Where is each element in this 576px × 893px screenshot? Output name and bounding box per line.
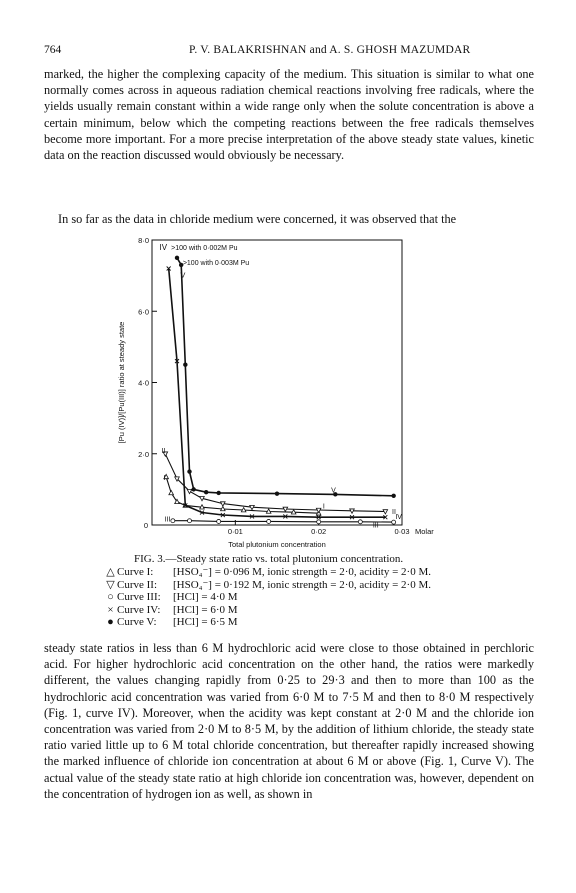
annotation-curve-v: V xyxy=(180,270,186,280)
caption-row xyxy=(104,566,524,578)
figure-caption xyxy=(104,553,524,628)
data-point-III xyxy=(358,520,362,524)
paragraph-intro: marked, the higher the complexing capacity of the medium. This situation is similar to what one normally comes across in aqueous radiation chemical reactions involving free radicals, where the yields usually remain constant within a wide range only when the solute concentration is above a certain minimum, below which the competing reactions between the free radicals themselves become more important. For a more precise interpretation of the above steady state values, kinetic data on the reaction discussed would obviously be necessary. xyxy=(44,67,534,163)
plot-frame xyxy=(152,240,402,525)
paragraph-results: steady state ratios in less than 6 M hydrochloric acid were close to those obtained in perchloric acid. For higher hydrochloric acid concentration on the other hand, the ratios were markedly different, the values changing rapidly from 0·25 to 29·3 and then to more than 100 as the hydrochloric acid concentration was varied from 6·0 M to 7·5 M and then to 8·0 M respectively (Fig. 1, curve IV). Moreover, when the acidity was kept constant at 2·0 M and the chloride ion concentration was varied from 2·0 M to 8·5 M, by the addition of lithium chloride, the steady state ratio varied little up to 6 M total chloride concentration, but thereafter rapidly increased showing the marked influence of chloride ion concentration at about 6 M or above (Fig. 1, Curve V). The actual value of the steady state ratio at high chloride ion concentration was, however, dependent on the concentration of hydrogen ion as well, as shown in xyxy=(44,641,534,801)
caption-marker-icon: ▽ xyxy=(106,578,115,591)
caption-legend xyxy=(104,566,524,628)
figure-3-chart xyxy=(110,232,450,550)
series-line-II xyxy=(165,454,385,512)
curve-start-label-I: I xyxy=(163,474,166,482)
x-tick-label: 0·01 xyxy=(227,527,243,536)
caption-marker-icon: × xyxy=(107,603,114,616)
x-unit-label: Molar xyxy=(415,527,434,536)
caption-curve-text: [HSO₄⁻] = 0·192 M, ionic strength = 2·0, acidity = 2·0 M. xyxy=(173,578,432,591)
page-number: 764 xyxy=(44,44,62,56)
curve-start-label-III: III xyxy=(164,516,171,524)
series-line-V xyxy=(177,258,394,496)
data-point-V xyxy=(183,362,187,366)
data-point-V xyxy=(275,491,279,495)
chart-svg xyxy=(110,232,450,550)
curve-end-label-V: V xyxy=(331,487,336,495)
y-tick-label: 6·0 xyxy=(138,307,149,317)
caption-row xyxy=(104,604,524,616)
data-point-III xyxy=(267,519,271,523)
caption-curve-text: [HSO₄⁻] = 0·096 M, ionic strength = 2·0, acidity = 2·0 M. xyxy=(173,566,432,579)
x-tick-label: 0·03 xyxy=(394,527,410,536)
data-point-III xyxy=(171,519,175,523)
x-axis-label: Total plutonium concentration xyxy=(228,540,326,549)
curve-start-label-II: II xyxy=(161,448,166,456)
y-axis-label: [Pu (IV)]/[Pu(III)] ratio at steady state xyxy=(117,321,126,444)
data-point-V xyxy=(204,490,208,494)
data-point-V xyxy=(187,469,191,473)
y-tick-label: 8·0 xyxy=(138,236,149,245)
curve-end-label-I: I xyxy=(322,503,325,511)
origin-label: 0 xyxy=(143,521,148,530)
caption-marker-icon: ● xyxy=(107,616,114,629)
annotation-curve-iv: IV xyxy=(159,242,168,252)
y-tick-label: 4·0 xyxy=(138,378,149,388)
data-point-V xyxy=(216,491,220,495)
data-point-V xyxy=(175,256,179,260)
caption-title: FIG. 3.—Steady state ratio vs. total plutonium concentration. xyxy=(134,553,404,565)
caption-curve-text: [HCl] = 6·0 M xyxy=(173,603,238,616)
caption-marker-icon: △ xyxy=(106,566,115,579)
page-header xyxy=(44,44,534,60)
caption-row xyxy=(104,591,524,603)
caption-curve-label: Curve IV: xyxy=(117,603,161,616)
curve-end-label-II: II xyxy=(392,508,396,516)
series-line-IV xyxy=(169,269,386,518)
caption-curve-label: Curve I: xyxy=(117,566,154,579)
curve-end-label-III: III xyxy=(372,522,379,530)
data-point-V xyxy=(391,494,395,498)
data-point-III xyxy=(317,520,321,524)
caption-curve-label: Curve V: xyxy=(117,616,157,629)
x-tick-label: 0·02 xyxy=(311,527,327,536)
annotation-v-note: >100 with 0·003M Pu xyxy=(182,259,250,267)
caption-curve-label: Curve III: xyxy=(117,591,161,604)
caption-row xyxy=(104,579,524,591)
data-point-V xyxy=(191,487,195,491)
data-point-I xyxy=(169,490,174,494)
curve-end-label-IV: IV xyxy=(395,514,402,522)
running-title: P. V. BALAKRISHNAN and A. S. GHOSH MAZUMDAR xyxy=(189,44,471,56)
annotation-iv-note: >100 with 0·002M Pu xyxy=(171,244,238,252)
caption-curve-text: [HCl] = 4·0 M xyxy=(173,591,238,604)
data-point-III xyxy=(188,519,192,523)
caption-marker-icon: ○ xyxy=(107,591,114,604)
caption-row xyxy=(104,616,524,628)
paragraph-chloride: In so far as the data in chloride medium were concerned, it was observed that the xyxy=(58,212,457,226)
caption-curve-label: Curve II: xyxy=(117,578,158,591)
y-tick-label: 2·0 xyxy=(138,449,149,459)
caption-curve-text: [HCl] = 6·5 M xyxy=(173,616,238,629)
data-point-III xyxy=(217,519,221,523)
